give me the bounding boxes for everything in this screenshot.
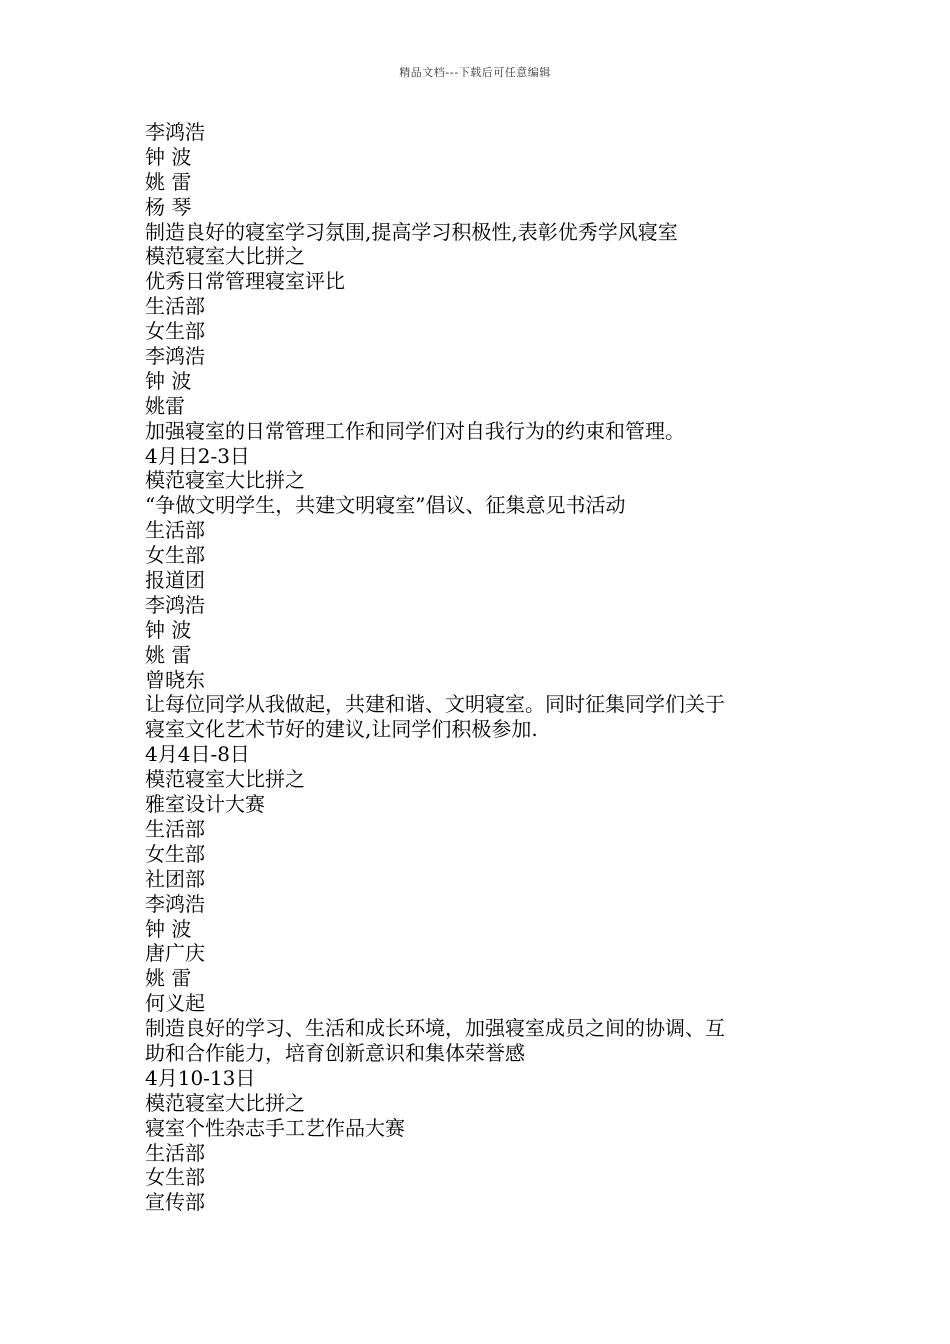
- text-line: 钟 波: [145, 617, 192, 642]
- text-line: 模范寝室大比拼之: [145, 1090, 305, 1115]
- text-line: 女生部: [145, 1165, 205, 1190]
- text-line: 4月4日-8日: [145, 742, 250, 767]
- text-line: 女生部: [145, 543, 205, 568]
- text-line: 模范寝室大比拼之: [145, 468, 305, 493]
- text-line: 女生部: [145, 319, 205, 344]
- text-line: “争做文明学生，共建文明寝室”倡议、征集意见书活动: [145, 493, 626, 518]
- text-line: 姚 雷: [145, 169, 192, 194]
- text-line: 加强寝室的日常管理工作和同学们对自我行为的约束和管理。: [145, 418, 685, 443]
- text-line: 社团部: [145, 866, 205, 891]
- text-line: 李鸿浩: [145, 120, 205, 144]
- text-line: 女生部: [145, 841, 205, 866]
- text-line: 生活部: [145, 518, 205, 543]
- text-line: 4月日2-3日: [145, 443, 250, 468]
- text-line: 寝室文化艺术节好的建议,让同学们积极参加.: [145, 717, 538, 742]
- text-line: 姚 雷: [145, 642, 192, 667]
- text-line: 曾晓东: [145, 667, 205, 692]
- text-line: 唐广庆: [145, 941, 205, 966]
- text-line: 钟 波: [145, 144, 192, 169]
- text-line: 姚 雷: [145, 966, 192, 991]
- text-line: 4月10-13日: [145, 1065, 256, 1090]
- text-line: 生活部: [145, 816, 205, 841]
- text-line: 宣传部: [145, 1190, 205, 1215]
- text-line: 杨 琴: [145, 194, 192, 219]
- text-line: 雅室设计大赛: [145, 792, 265, 817]
- text-line: 制造良好的学习、生活和成长环境，加强寝室成员之间的协调、互: [145, 1016, 725, 1041]
- text-line: 寝室个性杂志手工艺作品大赛: [145, 1115, 405, 1140]
- text-line: 模范寝室大比拼之: [145, 244, 305, 269]
- text-line: 让每位同学从我做起，共建和谐、文明寝室。同时征集同学们关于: [145, 692, 725, 717]
- text-line: 优秀日常管理寝室评比: [145, 269, 345, 294]
- text-line: 姚雷: [145, 393, 185, 418]
- text-line: 模范寝室大比拼之: [145, 767, 305, 792]
- text-line: 李鸿浩: [145, 344, 205, 369]
- text-line: 报道团: [145, 568, 205, 593]
- text-line: 李鸿浩: [145, 592, 205, 617]
- text-line: 生活部: [145, 1140, 205, 1165]
- text-line: 助和合作能力，培育创新意识和集体荣誉感: [145, 1040, 525, 1065]
- text-line: 钟 波: [145, 916, 192, 941]
- page-header: 精品文档---下载后可任意编辑: [399, 66, 551, 79]
- document-body: [145, 120, 805, 1215]
- text-line: 制造良好的寝室学习氛围,提高学习积极性,表彰优秀学风寝室: [145, 219, 678, 244]
- text-line: 李鸿浩: [145, 891, 205, 916]
- text-line: 钟 波: [145, 368, 192, 393]
- text-line: 生活部: [145, 294, 205, 319]
- text-line: 何义起: [145, 991, 205, 1016]
